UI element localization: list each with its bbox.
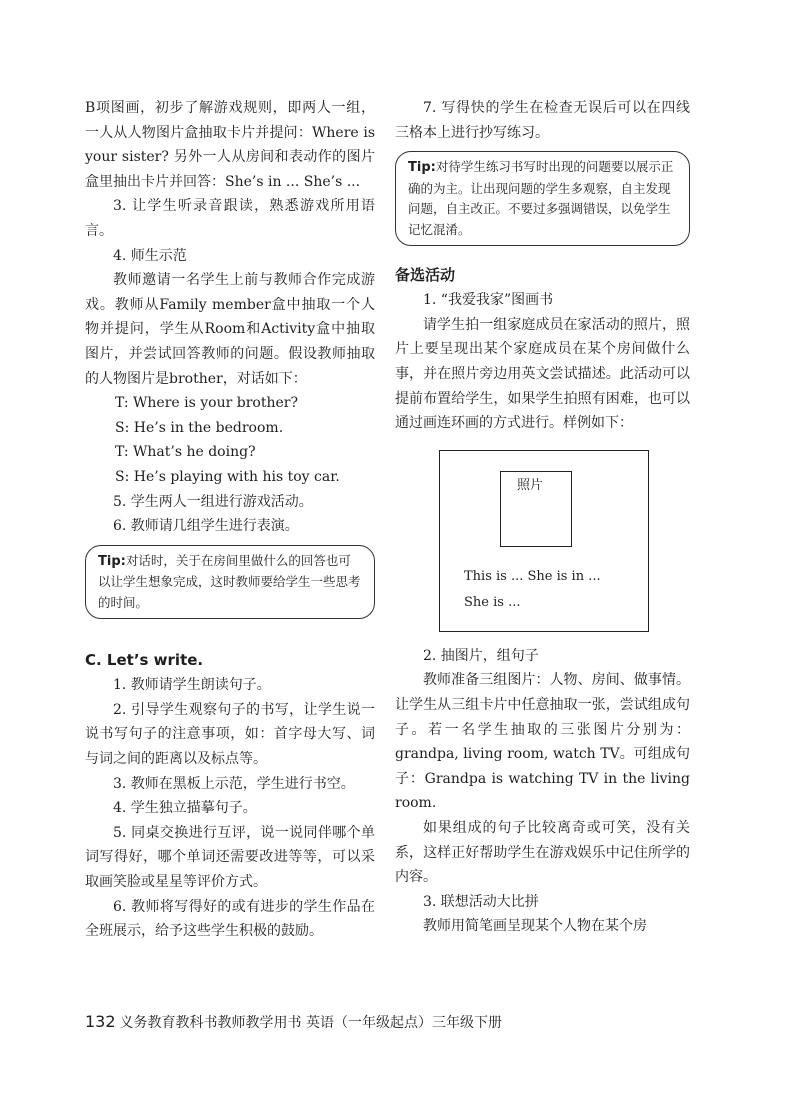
activity-2-title: 2. 抽图片，组句子 [423,647,539,664]
left-column [85,96,375,944]
dialogue-line: S: He’s playing with his toy car. [115,468,340,485]
photo-placeholder [500,471,572,547]
step-6: 6. 教师请几组学生进行表演。 [113,518,299,535]
activity-2-text: 如果组成的句子比较离奇或可笑，没有关系，这样正好帮助学生在游戏娱乐中记住所学的内容。 [395,819,690,886]
write-step-6: 6. 教师将写得好的或有进步的学生作品在全班展示，给予这些学生积极的鼓励。 [85,898,375,940]
section-heading-optional: 备选活动 [395,266,456,285]
tip-label: Tip: [408,160,436,176]
dialogue-line: S: He’s in the bedroom. [115,419,284,436]
photo-label: 照片 [517,477,544,493]
activity-3-title: 3. 联想活动大比拼 [423,893,539,910]
tip-text: 对待学生练习书写时出现的问题要以展示正确的为主。让出现问题的学生多观察，自主发现问题，自主改正。不要过多强调错误，以免学生记忆混淆。 [408,159,674,237]
write-step-1: 1. 教师请学生朗读句子。 [113,677,271,694]
right-column [395,96,690,939]
activity-3-text: 教师用简笔画呈现某个人物在某个房 [423,918,647,935]
tip-text: 对话时，关于在房间里做什么的回答也可以让学生想象完成，这时教师要给学生一些思考的时间。 [98,552,361,610]
figure-caption-line: She is ... [464,594,521,610]
step-4: 4. 师生示范 [113,247,187,264]
step-5: 5. 学生两人一组进行游戏活动。 [113,493,313,510]
write-step-4: 4. 学生独立描摹句子。 [113,800,257,817]
figure-caption-line: This is ... She is in ... [464,568,601,584]
write-step-2: 2. 引导学生观察句子的书写，让学生说一说书写句子的注意事项，如：首字母大写、词与词之间的距离以及标点等。 [85,701,375,767]
step-3: 3. 让学生听录音跟读，熟悉游戏所用语言。 [85,198,375,239]
page-number: 132 [85,1012,116,1031]
write-step-7: 7. 写得快的学生在检查无误后可以在四线三格本上进行抄写练习。 [395,100,690,141]
dialogue-line: T: What’s he doing? [115,444,256,461]
write-step-3: 3. 教师在黑板上示范，学生进行书空。 [113,775,355,792]
write-step-5: 5. 同桌交换进行互评，说一说同伴哪个单词写得好，哪个单词还需要改进等等，可以采取画笑脸或星星等评价方式。 [85,824,375,890]
tip-box [85,545,375,620]
activity-2-text: 教师准备三组图片：人物、房间、做事情。让学生从三组卡片中任意抽取一张，尝试组成句子。若一名学生抽取的三张图片分别为：grandpa, living room, watch TV。可组成句子：Grandpa is watching TV in the living room. [395,672,690,812]
section-heading-c: C. Let’s write. [85,651,204,670]
paragraph: 教师邀请一名学生上前与教师合作完成游戏。教师从Family member盒中抽取一个人物并提问，学生从Room和Activity盒中抽取图片，并尝试回答教师的问题。假设教师抽取的人物图片是brother，对话如下： [85,272,375,387]
activity-1-text: 请学生拍一组家庭成员在家活动的照片，照片上要呈现出某个家庭成员在某个房间做什么事，并在照片旁边用英文尝试描述。此活动可以提前布置给学生，如果学生拍照有困难，也可以通过画连环画的方式进行。样例如下： [395,316,690,432]
book-title: 义务教育教科书教师教学用书 英语（一年级起点）三年级下册 [119,1015,502,1031]
tip-box [395,151,690,246]
example-figure [439,450,649,632]
dialogue-line: T: Where is your brother? [115,395,298,412]
page-footer [85,1012,502,1032]
activity-1-title: 1. “我爱我家”图画书 [423,292,554,309]
paragraph: B项图画，初步了解游戏规则，即两人一组，一人从人物图片盒抽取卡片并提问：Where is your sister? 另外一人从房间和表动作的图片盒里抽出卡片并回答：She’s in ... She’s ... [85,100,375,190]
tip-label: Tip: [98,553,126,569]
